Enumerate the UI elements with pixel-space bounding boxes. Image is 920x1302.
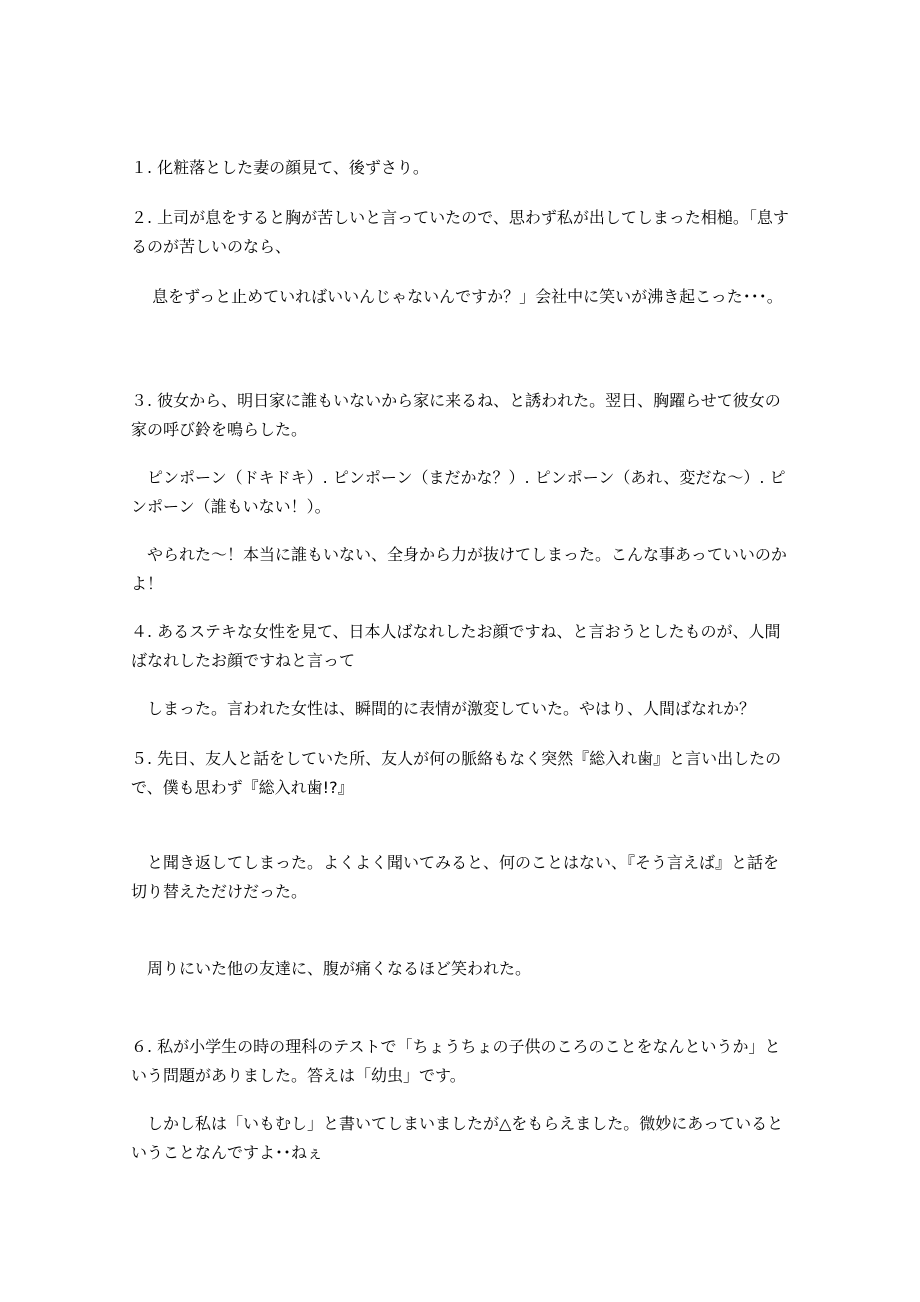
joke-5: ５. 先日、友人と話をしていた所、友人が何の脈絡もなく突然『総入れ歯』と言い出したので、僕も思わず『総入れ歯!?』 [131,749,782,797]
joke-5-ending: 周りにいた他の友達に、腹が痛くなるほど笑われた。 [131,959,532,978]
joke-3-doorbell: ピンポーン（ドキドキ）. ピンポーン（まだかな？）. ピンポーン（あれ、変だな～）. ピンポーン（誰もいない！）。 [131,468,786,516]
joke-3-ending: やられた～！本当に誰もいない、全身から力が抜けてしまった。こんな事あっていいのかよ！ [131,545,787,593]
joke-4: ４. あるステキな女性を見て、日本人ばなれしたお顔ですね、と言おうとしたものが、人間ばなれしたお顔ですねと言って [131,622,781,670]
joke-6-continued: しかし私は「いもむし」と書いてしまいましたが△をもらえました。微妙にあっているということなんですよ･･ねぇ [131,1114,784,1162]
joke-4-continued: しまった。言われた女性は、瞬間的に表情が激変していた。やはり、人間ばなれか？ [131,699,756,718]
joke-5-continued: と聞き返してしまった。よくよく聞いてみると、何のことはない、『そう言えば』と話を切り替えただけだった。 [131,853,780,901]
joke-6: ６. 私が小学生の時の理科のテストで「ちょうちょの子供のころのことをなんというか」という問題がありました。答えは「幼虫」です。 [131,1037,781,1085]
joke-2-continued: 息をずっと止めていればいいんじゃないんですか？」会社中に笑いが沸き起こった･･･。 [131,287,783,306]
joke-1: １. 化粧落とした妻の顔見て、後ずさり。 [131,158,429,177]
joke-2: ２. 上司が息をすると胸が苦しいと言っていたので、思わず私が出してしまった相槌。「息するのが苦しいのなら、 [131,208,789,256]
joke-3: ３. 彼女から、明日家に誰もいないから家に来るね、と誘われた。翌日、胸躍らせて彼女の家の呼び鈴を鳴らした。 [131,391,781,439]
